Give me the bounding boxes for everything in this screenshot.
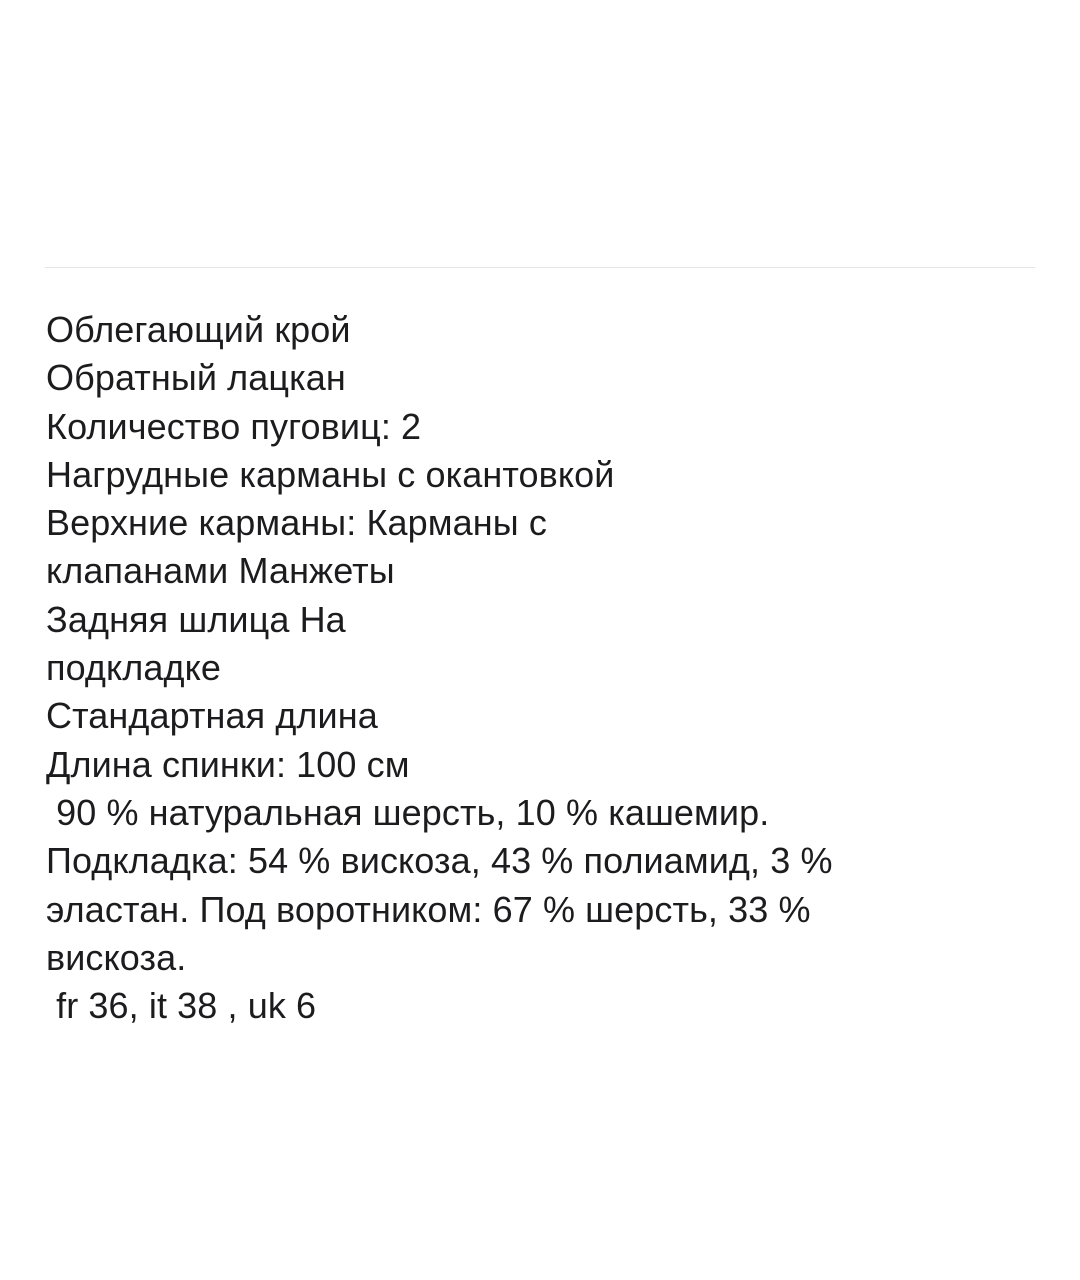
note-line: Обратный лацкан [46, 357, 346, 399]
note-line: Облегающий крой [46, 309, 351, 350]
note-line: вискоза. [46, 936, 187, 978]
note-line: Подкладка: 54 % вискоза, 43 % полиамид, 3 % [46, 840, 833, 882]
note-line: 90 % натуральная шерсть, 10 % кашемир. [46, 791, 770, 833]
note-line: Количество пуговиц: 2 [46, 405, 422, 447]
note-line: Нагрудные карманы с окантовкой [46, 453, 615, 495]
note-line: Задняя шлица На [46, 598, 346, 640]
note-divider [45, 267, 1035, 268]
note-line: Верхние карманы: Карманы с [46, 502, 547, 544]
note-body[interactable] [46, 306, 1036, 1030]
note-line: fr 36, it 38 , uk 6 [46, 985, 317, 1027]
note-line: Стандартная длина [46, 695, 378, 737]
note-line: клапанами Манжеты [46, 550, 395, 592]
note-line: Длина спинки: 100 см [46, 743, 410, 785]
note-line: подкладке [46, 647, 221, 689]
note-line: эластан. Под воротником: 67 % шерсть, 33 % [46, 888, 811, 930]
